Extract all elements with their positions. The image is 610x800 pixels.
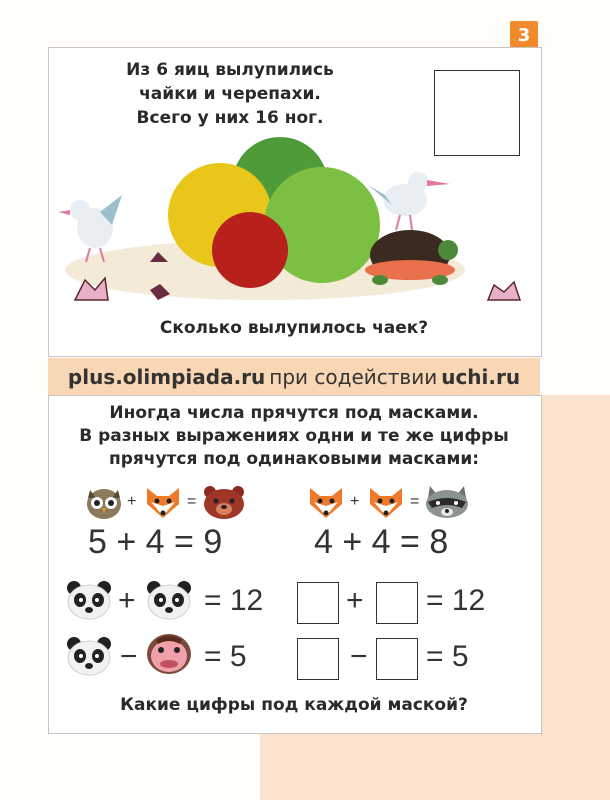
- equation-result: = 5: [204, 640, 247, 673]
- equation-result: = 12: [426, 584, 486, 617]
- fox-mask-icon: [366, 484, 406, 520]
- bear-mask-icon: [202, 484, 246, 520]
- operator-plus: +: [118, 584, 136, 617]
- intro-line: Иногда числа прячутся под масками.: [109, 403, 479, 423]
- statement-line: Всего у них 16 ног.: [136, 108, 324, 128]
- answer-square[interactable]: [297, 638, 339, 680]
- statement-line: чайки и черепахи.: [139, 84, 321, 104]
- answer-square[interactable]: [376, 582, 418, 624]
- site-link[interactable]: plus.olimpiada.ru: [67, 364, 266, 389]
- owl-mask-icon: [84, 484, 124, 520]
- raccoon-mask-icon: [424, 484, 470, 520]
- panda-mask-icon: [66, 580, 112, 620]
- operator-plus: +: [346, 584, 364, 617]
- masks-question: Какие цифры под каждой маской?: [120, 695, 468, 715]
- panda-mask-icon: [146, 580, 192, 620]
- fox-mask-icon: [143, 484, 183, 520]
- puzzle-question: Сколько вылупилось чаек?: [159, 318, 429, 338]
- statement-line: Из 6 яиц вылупились: [126, 60, 334, 80]
- banner-text: при содействии: [269, 364, 438, 389]
- operator-minus: −: [120, 640, 138, 673]
- intro-line: прячутся под одинаковыми масками:: [108, 449, 480, 469]
- intro-line: В разных выражениях одни и те же цифры: [79, 426, 509, 446]
- answer-square[interactable]: [376, 638, 418, 680]
- page-number: 3: [510, 21, 538, 49]
- panda-mask-icon: [66, 636, 112, 676]
- example-equation: 5 + 4 = 9: [88, 523, 223, 561]
- operator-equals: =: [410, 493, 420, 510]
- monkey-mask-icon: [144, 632, 194, 676]
- equation-result: = 5: [426, 640, 469, 673]
- operator-equals: =: [187, 493, 197, 510]
- operator-plus: +: [350, 493, 360, 510]
- seagull-right-icon: [368, 172, 450, 230]
- bush-red-icon: [212, 212, 288, 288]
- fox-mask-icon: [306, 484, 346, 520]
- operator-minus: −: [350, 640, 368, 673]
- example-equation: 4 + 4 = 8: [314, 523, 449, 561]
- partner-link[interactable]: uchi.ru: [441, 364, 521, 389]
- operator-plus: +: [127, 493, 137, 510]
- sponsor-banner: [48, 358, 540, 395]
- answer-square[interactable]: [297, 582, 339, 624]
- masks-intro: [48, 402, 540, 471]
- turtle-icon: [365, 230, 458, 285]
- equation-result: = 12: [204, 584, 264, 617]
